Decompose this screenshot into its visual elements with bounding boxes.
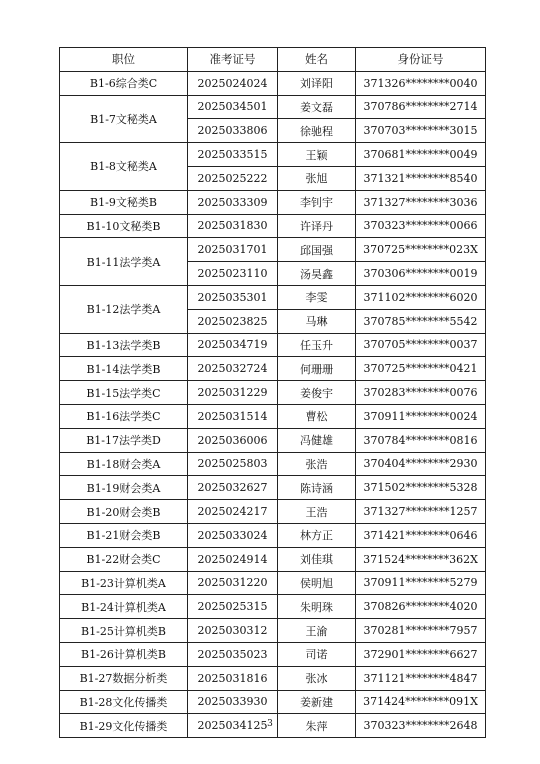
cell-name: 张旭 (278, 166, 356, 190)
cell-name: 王渝 (278, 619, 356, 643)
cell-position: B1-7文秘类A (60, 95, 188, 143)
table-row (60, 143, 486, 167)
table-row (60, 190, 486, 214)
cell-exam-number: 2025031220 (188, 571, 278, 595)
cell-name: 徐驰程 (278, 119, 356, 143)
cell-name: 任玉升 (278, 333, 356, 357)
cell-position: B1-13法学类B (60, 333, 188, 357)
table-row (60, 333, 486, 357)
cell-name: 林方正 (278, 523, 356, 547)
cell-name: 冯健雄 (278, 428, 356, 452)
cell-exam-number: 2025033930 (188, 690, 278, 714)
cell-exam-number: 2025033309 (188, 190, 278, 214)
cell-id-number: 370323********2648 (356, 714, 486, 738)
cell-name: 朱萍 (278, 714, 356, 738)
cell-position: B1-17法学类D (60, 428, 188, 452)
cell-position: B1-10文秘类B (60, 214, 188, 238)
cell-exam-number: 2025025315 (188, 595, 278, 619)
cell-exam-number: 2025031701 (188, 238, 278, 262)
cell-position: B1-26计算机类B (60, 642, 188, 666)
cell-id-number: 371502********5328 (356, 476, 486, 500)
cell-position: B1-9文秘类B (60, 190, 188, 214)
cell-exam-number: 2025024217 (188, 500, 278, 524)
cell-exam-number: 2025034125 (188, 714, 278, 738)
cell-name: 李钊宇 (278, 190, 356, 214)
table-row (60, 523, 486, 547)
cell-position: B1-6综合类C (60, 71, 188, 95)
header-name: 姓名 (278, 48, 356, 72)
cell-exam-number: 2025032724 (188, 357, 278, 381)
cell-exam-number: 2025023110 (188, 262, 278, 286)
header-id-number: 身份证号 (356, 48, 486, 72)
cell-exam-number: 2025035301 (188, 285, 278, 309)
cell-id-number: 371524********362X (356, 547, 486, 571)
cell-exam-number: 2025031830 (188, 214, 278, 238)
table-row (60, 476, 486, 500)
table-row (60, 452, 486, 476)
cell-id-number: 372901********6627 (356, 642, 486, 666)
cell-id-number: 371327********1257 (356, 500, 486, 524)
table-row (60, 690, 486, 714)
table-row (60, 71, 486, 95)
cell-name: 侯明旭 (278, 571, 356, 595)
table-row (60, 571, 486, 595)
cell-exam-number: 2025034719 (188, 333, 278, 357)
cell-id-number: 371326********0040 (356, 71, 486, 95)
cell-id-number: 370786********2714 (356, 95, 486, 119)
table-row (60, 547, 486, 571)
cell-name: 张冰 (278, 666, 356, 690)
cell-exam-number: 2025035023 (188, 642, 278, 666)
cell-exam-number: 2025031816 (188, 666, 278, 690)
cell-exam-number: 2025023825 (188, 309, 278, 333)
cell-exam-number: 2025024914 (188, 547, 278, 571)
cell-position: B1-12法学类A (60, 285, 188, 333)
cell-name: 王颖 (278, 143, 356, 167)
cell-id-number: 370911********0024 (356, 404, 486, 428)
cell-position: B1-29文化传播类 (60, 714, 188, 738)
cell-exam-number: 2025034501 (188, 95, 278, 119)
cell-position: B1-20财会类B (60, 500, 188, 524)
table-row (60, 381, 486, 405)
cell-position: B1-22财会类C (60, 547, 188, 571)
table-row (60, 642, 486, 666)
cell-name: 张浩 (278, 452, 356, 476)
cell-id-number: 370703********3015 (356, 119, 486, 143)
table-row (60, 595, 486, 619)
table-row (60, 404, 486, 428)
cell-position: B1-24计算机类A (60, 595, 188, 619)
cell-id-number: 370404********2930 (356, 452, 486, 476)
cell-name: 邱国强 (278, 238, 356, 262)
table-body (60, 71, 486, 737)
cell-exam-number: 2025024024 (188, 71, 278, 95)
cell-exam-number: 2025032627 (188, 476, 278, 500)
cell-id-number: 370826********4020 (356, 595, 486, 619)
cell-position: B1-25计算机类B (60, 619, 188, 643)
page-number: 3 (267, 719, 273, 729)
cell-id-number: 371321********8540 (356, 166, 486, 190)
cell-id-number: 370725********0421 (356, 357, 486, 381)
cell-id-number: 370911********5279 (356, 571, 486, 595)
cell-id-number: 371424********091X (356, 690, 486, 714)
cell-position: B1-11法学类A (60, 238, 188, 286)
cell-name: 汤昊鑫 (278, 262, 356, 286)
cell-position: B1-16法学类C (60, 404, 188, 428)
cell-id-number: 370283********0076 (356, 381, 486, 405)
cell-id-number: 370323********0066 (356, 214, 486, 238)
cell-name: 司诺 (278, 642, 356, 666)
header-exam-number: 准考证号 (188, 48, 278, 72)
cell-position: B1-28文化传播类 (60, 690, 188, 714)
table-row (60, 285, 486, 309)
cell-exam-number: 2025031514 (188, 404, 278, 428)
cell-id-number: 371102********6020 (356, 285, 486, 309)
cell-position: B1-15法学类C (60, 381, 188, 405)
cell-position: B1-21财会类B (60, 523, 188, 547)
cell-name: 姜文磊 (278, 95, 356, 119)
candidate-table (59, 47, 486, 738)
header-position: 职位 (60, 48, 188, 72)
cell-exam-number: 2025036006 (188, 428, 278, 452)
cell-name: 刘佳琪 (278, 547, 356, 571)
cell-exam-number: 2025025222 (188, 166, 278, 190)
cell-id-number: 370681********0049 (356, 143, 486, 167)
cell-id-number: 371421********0646 (356, 523, 486, 547)
cell-id-number: 371327********3036 (356, 190, 486, 214)
cell-position: B1-19财会类A (60, 476, 188, 500)
cell-name: 陈诗涵 (278, 476, 356, 500)
cell-id-number: 370306********0019 (356, 262, 486, 286)
cell-exam-number: 2025031229 (188, 381, 278, 405)
table-row (60, 357, 486, 381)
cell-position: B1-27数据分析类 (60, 666, 188, 690)
cell-id-number: 370705********0037 (356, 333, 486, 357)
cell-name: 王浩 (278, 500, 356, 524)
cell-position: B1-23计算机类A (60, 571, 188, 595)
cell-name: 刘译阳 (278, 71, 356, 95)
cell-id-number: 370281********7957 (356, 619, 486, 643)
cell-name: 李雯 (278, 285, 356, 309)
table-row (60, 238, 486, 262)
cell-name: 曹松 (278, 404, 356, 428)
cell-exam-number: 2025025803 (188, 452, 278, 476)
cell-exam-number: 2025033515 (188, 143, 278, 167)
table-header-row (60, 48, 486, 72)
cell-name: 马琳 (278, 309, 356, 333)
cell-position: B1-14法学类B (60, 357, 188, 381)
table-row (60, 500, 486, 524)
cell-position: B1-8文秘类A (60, 143, 188, 191)
cell-position: B1-18财会类A (60, 452, 188, 476)
cell-id-number: 370725********023X (356, 238, 486, 262)
table-row (60, 619, 486, 643)
cell-exam-number: 2025033024 (188, 523, 278, 547)
cell-name: 何珊珊 (278, 357, 356, 381)
cell-exam-number: 2025030312 (188, 619, 278, 643)
cell-exam-number: 2025033806 (188, 119, 278, 143)
table-row (60, 214, 486, 238)
cell-name: 朱明珠 (278, 595, 356, 619)
table-row (60, 95, 486, 119)
cell-id-number: 371121********4847 (356, 666, 486, 690)
cell-name: 姜俊宇 (278, 381, 356, 405)
table-row (60, 666, 486, 690)
table-row (60, 428, 486, 452)
cell-id-number: 370785********5542 (356, 309, 486, 333)
cell-id-number: 370784********0816 (356, 428, 486, 452)
cell-name: 姜新建 (278, 690, 356, 714)
cell-name: 许译丹 (278, 214, 356, 238)
